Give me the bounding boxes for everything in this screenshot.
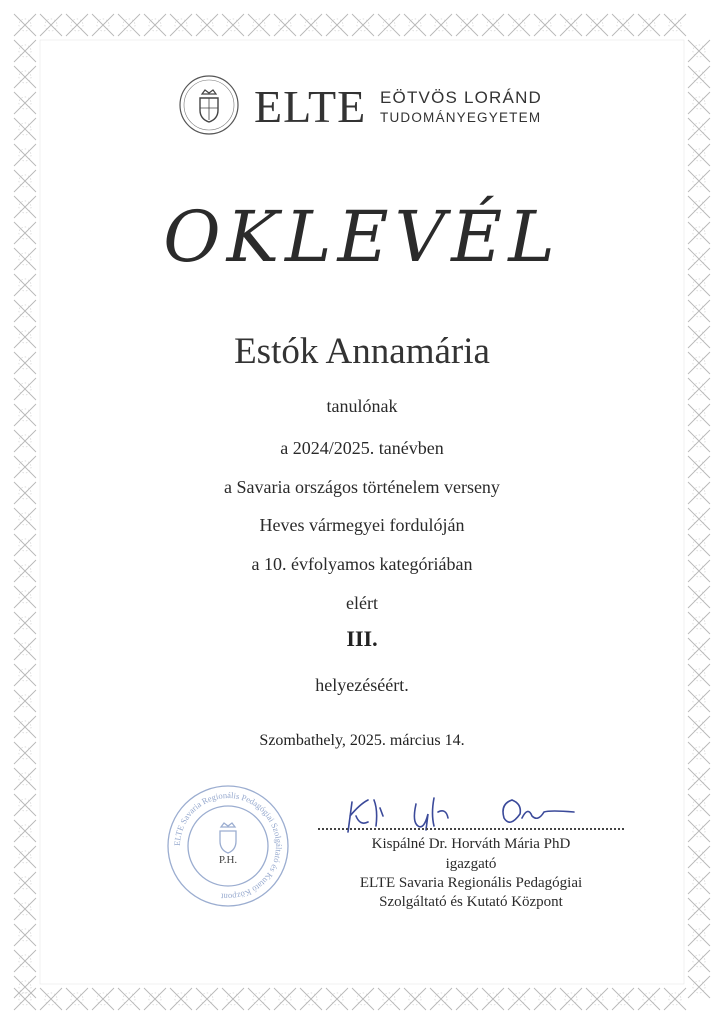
placement: III. bbox=[346, 626, 378, 651]
date-place: Szombathely, 2025. március 14. bbox=[259, 732, 465, 749]
signature-line bbox=[318, 828, 624, 830]
signatory-org-line-1: ELTE Savaria Regionális Pedagógiai bbox=[359, 875, 583, 891]
signature bbox=[316, 782, 626, 842]
text-line: a 10. évfolyamos kategóriában bbox=[251, 554, 473, 574]
text-line: a Savaria országos történelem verseny bbox=[224, 477, 500, 497]
ph-mark: P.H. bbox=[218, 854, 238, 866]
stamp-ring-text: ELTE Savaria Regionális Pedagógiai Szolgáltató és Kutató Központ bbox=[171, 789, 285, 903]
university-seal-icon bbox=[178, 74, 240, 136]
logo-line-2: TUDOMÁNYEGYETEM bbox=[380, 110, 542, 125]
signatory-name: Kispálné Dr. Horváth Mária PhD bbox=[371, 836, 571, 852]
text-line: tanulónak bbox=[326, 396, 398, 416]
logo-elte-text: ELTE bbox=[254, 81, 367, 132]
text-line: elért bbox=[346, 593, 378, 613]
signatory-org-line-2: Szolgáltató és Kutató Központ bbox=[379, 894, 563, 910]
signatory-role: igazgató bbox=[445, 856, 497, 872]
text-line: Heves vármegyei fordulóján bbox=[259, 515, 465, 535]
certificate-title: OKLEVÉL bbox=[163, 196, 561, 278]
svg-text:ELTE Savaria Regionális Pedagó bbox=[172, 790, 284, 902]
text-line: a 2024/2025. tanévben bbox=[280, 438, 444, 458]
elte-logo bbox=[178, 74, 558, 136]
text-line: helyezéséért. bbox=[315, 675, 409, 695]
official-stamp bbox=[165, 783, 291, 909]
logo-line-1: EÖTVÖS LORÁND bbox=[380, 88, 543, 107]
recipient-name: Estók Annamária bbox=[234, 331, 490, 372]
